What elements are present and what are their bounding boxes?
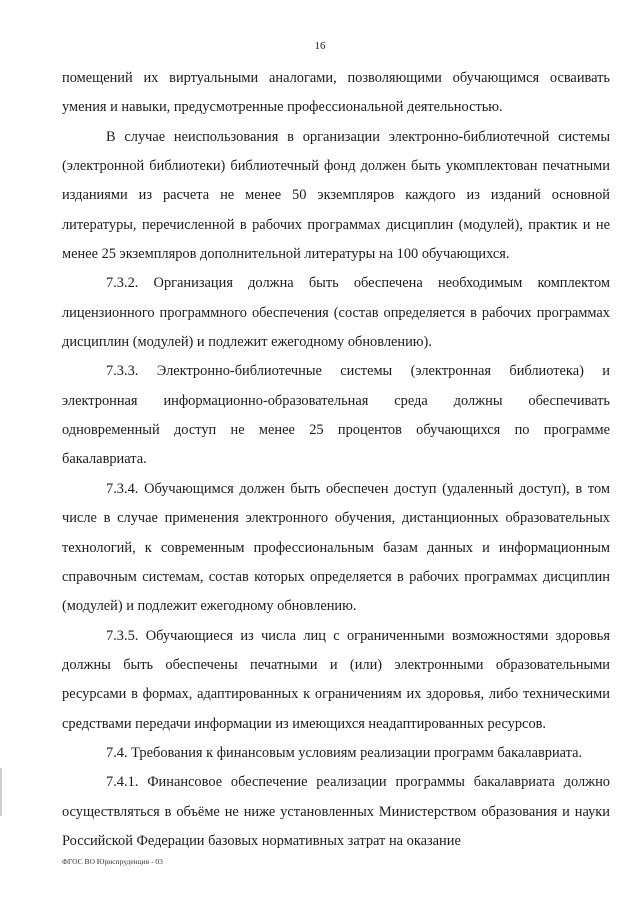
paragraph-7-3-3: 7.3.3. Электронно-библиотечные системы (электронная библиотека) и электронная информационно-образовательная среда должны обеспечивать одновременный доступ не менее 25 процентов обучающихся по программе бакалавриата.	[62, 363, 610, 468]
paragraph-7-3-5: 7.3.5. Обучающиеся из числа лиц с ограниченными возможностями здоровья должны быть обеспечены печатными и (или) электронными образовательными ресурсами в формах, адаптированных к ограничениям их здоровья, либо техническими средствами передачи информации из имеющихся неадаптированных ресурсов.	[62, 627, 610, 732]
paragraph-7-4-1: 7.4.1. Финансовое обеспечение реализации программы бакалавриата должно осуществляться в объёме не ниже установленных Министерством образования и науки Российской Федерации базовых нормативных затрат на оказание	[62, 774, 610, 849]
footer-document-id: ФГОС ВО Юриспруденция - 03	[62, 857, 163, 866]
page-number: 16	[314, 40, 326, 52]
document-body	[62, 64, 610, 856]
paragraph-7-3-2: 7.3.2. Организация должна быть обеспечена необходимым комплектом лицензионного программного обеспечения (состав определяется в рабочих программах дисциплин (модулей) и подлежит ежегодному обновлению).	[62, 275, 610, 351]
paragraph-continuation: помещений их виртуальными аналогами, позволяющими обучающимся осваивать умения и навыки, предусмотренные профессиональной деятельностью.	[62, 70, 610, 116]
paragraph-7-3-4: 7.3.4. Обучающимся должен быть обеспечен доступ (удаленный доступ), в том числе в случае применения электронного обучения, дистанционных образовательных технологий, к современным профессиональным базам данных и информационным справочным системам, состав которых определяется в рабочих программах дисциплин (модулей) и подлежит ежегодному обновлению.	[62, 480, 610, 615]
scan-edge-mark	[0, 768, 2, 816]
paragraph-library-fund: В случае неиспользования в организации электронно-библиотечной системы (электронной библиотеки) библиотечный фонд должен быть укомплектован печатными изданиями из расчета не менее 50 экземпляров каждого из изданий основной литературы, перечисленной в рабочих программах дисциплин (модулей), практик и не менее 25 экземпляров дополнительной литературы на 100 обучающихся.	[62, 128, 610, 263]
paragraph-7-4: 7.4. Требования к финансовым условиям реализации программ бакалавриата.	[106, 744, 583, 761]
